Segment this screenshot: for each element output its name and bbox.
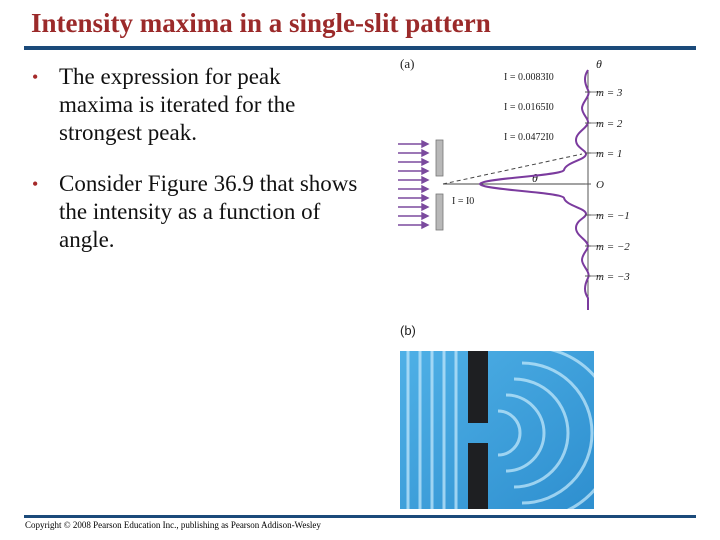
footer-rule [24, 515, 696, 518]
center-intensity-label: I = I0 [452, 196, 475, 207]
intensity-label-m3: I = 0.0083I0 [504, 72, 554, 83]
incident-wave-arrows [398, 141, 428, 228]
slit-barrier-upper [436, 140, 443, 176]
theta-axis-label: θ [596, 57, 602, 71]
bullet-item [30, 170, 360, 254]
bullet-text: The expression for peak maxima is iterated for the strongest peak. [59, 64, 296, 145]
bullet-list [30, 63, 360, 277]
order-label-m-neg1: m = −1 [596, 210, 630, 222]
order-label-m3: m = 3 [596, 87, 623, 99]
order-label-origin: O [596, 179, 604, 191]
order-label-m-neg2: m = −2 [596, 241, 630, 253]
order-label-m2: m = 2 [596, 118, 623, 130]
bullet-item [30, 63, 360, 147]
title-underline [24, 46, 696, 50]
ripple-pattern [400, 351, 594, 509]
order-label-m-neg3: m = −3 [596, 271, 630, 283]
intensity-label-m2: I = 0.0165I0 [504, 102, 554, 113]
intensity-label-m1: I = 0.0472I0 [504, 132, 554, 143]
slit-barrier-lower [436, 194, 443, 230]
bullet-marker: • [32, 174, 39, 194]
bullet-text: Consider Figure 36.9 that shows the intensity as a function of angle. [59, 171, 358, 252]
figure-b-label: (b) [400, 323, 416, 338]
copyright-notice: Copyright © 2008 Pearson Education Inc., publishing as Pearson Addison-Wesley [25, 520, 321, 530]
slide-title: Intensity maxima in a single-slit pattern [31, 8, 491, 38]
order-label-m1: m = 1 [596, 148, 623, 160]
slit-barrier-bottom [468, 443, 488, 509]
figure-a-label: (a) [400, 56, 415, 71]
figure-b-ripple-photo [400, 351, 594, 509]
bullet-marker: • [32, 67, 39, 87]
angle-line [443, 154, 582, 184]
angle-theta-label: θ [532, 171, 538, 185]
figure-a-diagram [392, 52, 632, 314]
slit-barrier-top [468, 351, 488, 423]
